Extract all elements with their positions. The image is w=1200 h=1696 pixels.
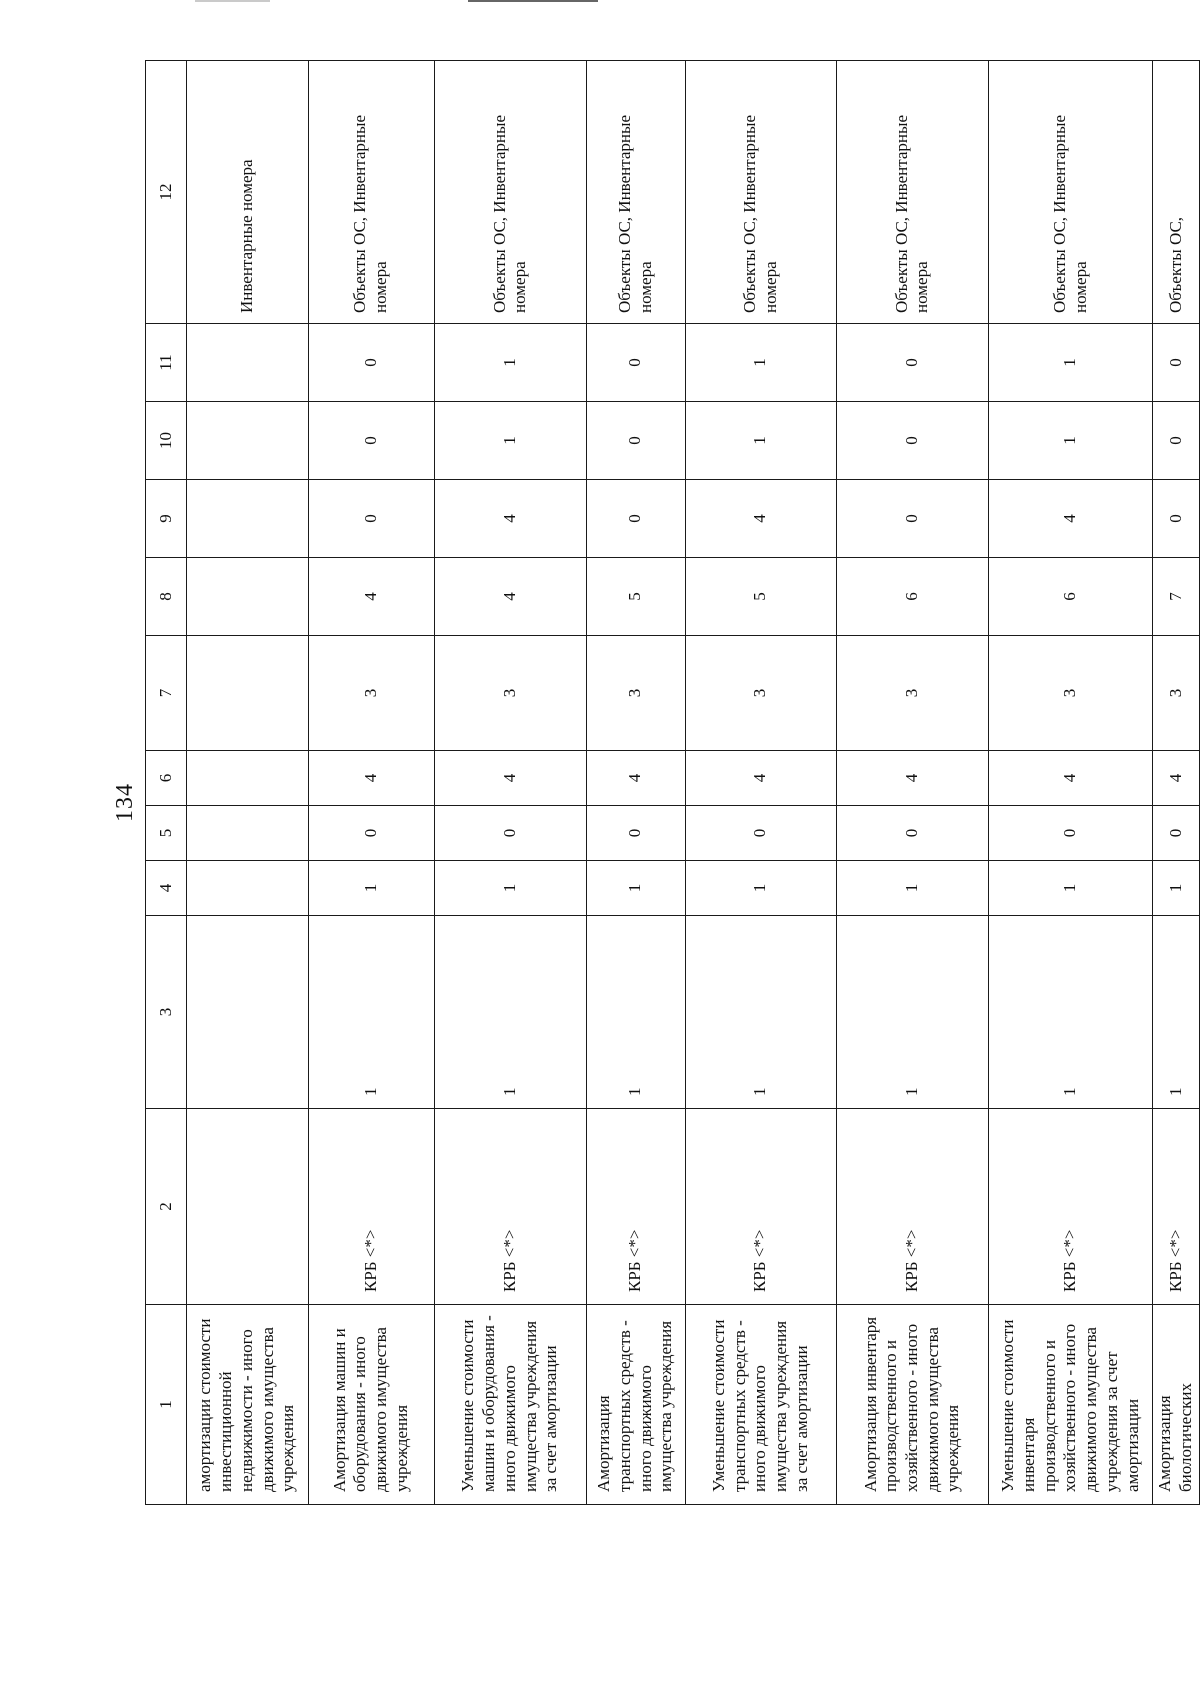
table-cell: 1 (989, 916, 1153, 1109)
table-cell (187, 806, 309, 861)
table-cell: 0 (989, 806, 1153, 861)
table-cell: 4 (685, 480, 836, 558)
operation-name-cell: Амортизация транспортных средств - иного движимого имущества учреждения (586, 1305, 685, 1505)
table-cell: 0 (1153, 402, 1200, 480)
operation-name-cell: Амортизация биологических (1153, 1305, 1200, 1505)
table-cell: 5 (685, 558, 836, 636)
operation-name-cell: Амортизация машин и оборудования - иного движимого имущества учреждения (308, 1305, 434, 1505)
table-cell: 3 (434, 636, 586, 751)
table-cell: 1 (586, 916, 685, 1109)
table-cell: 4 (308, 751, 434, 806)
table-cell: 1 (685, 861, 836, 916)
column-header: 4 (146, 861, 187, 916)
table-cell (187, 1109, 309, 1305)
table-cell (187, 916, 309, 1109)
table-cell: 1 (586, 861, 685, 916)
table-cell: КРБ <*> (586, 1109, 685, 1305)
table-cell: 0 (1153, 480, 1200, 558)
column-header: 9 (146, 480, 187, 558)
table-cell: 1 (685, 916, 836, 1109)
table-row (989, 61, 1153, 1505)
table-cell: 0 (836, 806, 988, 861)
header-row (146, 61, 187, 1505)
table-cell: 1 (434, 916, 586, 1109)
table-cell: 6 (989, 558, 1153, 636)
table-cell: КРБ <*> (434, 1109, 586, 1305)
table-cell: 3 (836, 636, 988, 751)
rotated-table-container (145, 61, 1200, 1505)
analytics-cell: Объекты ОС, Инвентарные номера (836, 61, 988, 324)
scan-artifact-line (468, 0, 598, 2)
table-cell: 1 (1153, 916, 1200, 1109)
analytics-cell: Инвентарные номера (187, 61, 309, 324)
table-cell: 4 (308, 558, 434, 636)
table-cell: 1 (434, 861, 586, 916)
table-cell: 3 (586, 636, 685, 751)
table-cell: 1 (989, 402, 1153, 480)
table-row (685, 61, 836, 1505)
table-cell: 0 (586, 806, 685, 861)
operation-name-cell: Уменьшение стоимости машин и оборудования - иного движимого имущества учреждения за счет амортизации (434, 1305, 586, 1505)
table-row (187, 61, 309, 1505)
table-cell: 4 (434, 751, 586, 806)
operation-name-cell: амортизации стоимости инвестиционной недвижимости - иного движимого имущества учреждения (187, 1305, 309, 1505)
table-cell: 4 (836, 751, 988, 806)
table-cell: 0 (308, 402, 434, 480)
operation-name-cell: Уменьшение стоимости транспортных средств - иного движимого имущества учреждения за счет амортизации (685, 1305, 836, 1505)
table-row (1153, 61, 1200, 1505)
table-cell: 1 (989, 324, 1153, 402)
table-cell (187, 636, 309, 751)
table-cell: 7 (1153, 558, 1200, 636)
column-header: 1 (146, 1305, 187, 1505)
table-cell: 4 (434, 558, 586, 636)
table-cell: 1 (434, 402, 586, 480)
column-header: 8 (146, 558, 187, 636)
table-cell: 1 (685, 324, 836, 402)
column-header: 11 (146, 324, 187, 402)
table-cell: 5 (586, 558, 685, 636)
table-cell (187, 324, 309, 402)
operation-name-cell: Амортизация инвентаря производственного и хозяйственного - иного движимого имущества учреждения (836, 1305, 988, 1505)
table-cell: 0 (1153, 806, 1200, 861)
scan-artifact-line (195, 0, 270, 2)
table-cell: КРБ <*> (1153, 1109, 1200, 1305)
table-cell: 0 (434, 806, 586, 861)
table-cell: 4 (434, 480, 586, 558)
table-cell (187, 751, 309, 806)
column-header: 3 (146, 916, 187, 1109)
table-cell (187, 480, 309, 558)
analytics-cell: Объекты ОС, (1153, 61, 1200, 324)
table-cell: 4 (1153, 751, 1200, 806)
table-cell: 6 (836, 558, 988, 636)
column-header: 5 (146, 806, 187, 861)
table-cell: 0 (836, 402, 988, 480)
table-cell: 1 (989, 861, 1153, 916)
table-cell: 0 (1153, 324, 1200, 402)
table-cell: 1 (308, 916, 434, 1109)
table-cell: 3 (989, 636, 1153, 751)
table-cell (187, 861, 309, 916)
analytics-cell: Объекты ОС, Инвентарные номера (308, 61, 434, 324)
column-header: 12 (146, 61, 187, 324)
table-cell: 0 (836, 324, 988, 402)
column-header: 10 (146, 402, 187, 480)
page-number: 134 (112, 783, 138, 822)
table-cell: КРБ <*> (836, 1109, 988, 1305)
table-cell: 1 (836, 916, 988, 1109)
table-cell: 1 (1153, 861, 1200, 916)
table-row (308, 61, 434, 1505)
analytics-cell: Объекты ОС, Инвентарные номера (989, 61, 1153, 324)
table-cell: 4 (586, 751, 685, 806)
table-cell: 4 (989, 751, 1153, 806)
analytics-cell: Объекты ОС, Инвентарные номера (685, 61, 836, 324)
table-row (836, 61, 988, 1505)
table-cell: 0 (586, 402, 685, 480)
table-cell: 0 (308, 324, 434, 402)
table-cell: 1 (685, 402, 836, 480)
analytics-cell: Объекты ОС, Инвентарные номера (434, 61, 586, 324)
table-row (434, 61, 586, 1505)
table-cell: 0 (836, 480, 988, 558)
table-cell: 1 (434, 324, 586, 402)
table-cell: 1 (836, 861, 988, 916)
table-cell: 1 (308, 861, 434, 916)
table-cell: 3 (308, 636, 434, 751)
table-cell: 0 (685, 806, 836, 861)
table-cell: 3 (1153, 636, 1200, 751)
table-row (586, 61, 685, 1505)
accounting-table (145, 60, 1200, 1505)
analytics-cell: Объекты ОС, Инвентарные номера (586, 61, 685, 324)
table-cell (187, 558, 309, 636)
table-cell: 0 (586, 480, 685, 558)
table-cell: 4 (685, 751, 836, 806)
table-cell: 4 (989, 480, 1153, 558)
table-cell: 3 (685, 636, 836, 751)
table-cell: КРБ <*> (989, 1109, 1153, 1305)
table-cell: 0 (308, 806, 434, 861)
operation-name-cell: Уменьшение стоимости инвентаря производственного и хозяйственного - иного движимого имущества учреждения за счет амортизации (989, 1305, 1153, 1505)
column-header: 6 (146, 751, 187, 806)
table-cell: КРБ <*> (685, 1109, 836, 1305)
table-cell (187, 402, 309, 480)
table-cell: 0 (308, 480, 434, 558)
table-cell: 0 (586, 324, 685, 402)
column-header: 2 (146, 1109, 187, 1305)
table-cell: КРБ <*> (308, 1109, 434, 1305)
column-header: 7 (146, 636, 187, 751)
